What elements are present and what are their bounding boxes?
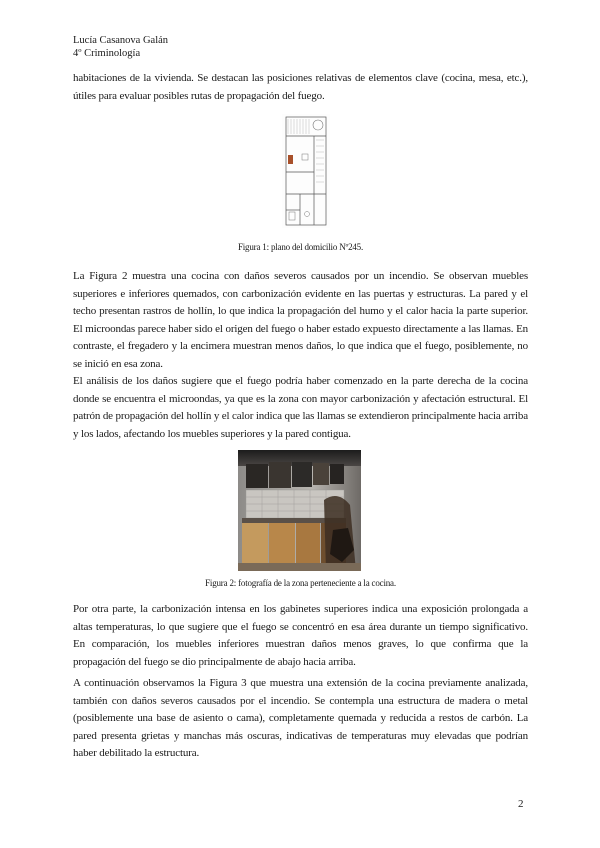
paragraph-4: Por otra parte, la carbonización intensa en los gabinetes superiores indica una exposición prolongada a altas temperaturas, lo que sugiere que el fuego se concentró en esa área durante un tiempo significativo. En comparación, los muebles inferiores muestran daños menos graves, lo que confirma que la propagación del fuego se dio principalmente de abajo hacia arriba.: [73, 603, 528, 668]
figure-2-caption: Figura 2: fotografía de la zona perteneciente a la cocina.: [205, 578, 396, 588]
page-number: 2: [518, 798, 524, 810]
paragraph-5: A continuación observamos la Figura 3 que muestra una extensión de la cocina previamente analizada, también con daños severos causados por el incendio. Se contempla una estructura de madera o metal (posiblemente una base de asiento o cama), completamente quemada y reducida a restos de carbón. La pared presenta grietas y manchas más oscuras, indicativas de temperaturas muy elevadas que podrían haber debilitado la estructura.: [73, 677, 528, 760]
page-header: [73, 34, 168, 60]
kitchen-photo-figure: [238, 450, 361, 571]
figure-1-caption: Figura 1: plano del domicilio Nº245.: [237, 242, 364, 252]
floor: [238, 563, 361, 571]
floor-plan-figure: [282, 114, 330, 228]
course-name: 4º Criminología: [73, 48, 141, 59]
paragraph-1: habitaciones de la vivienda. Se destacan las posiciones relativas de elementos clave (cocina, mesa, etc.), útiles para evaluar posibles rutas de propagación del fuego.: [73, 72, 528, 102]
floor-plan-kitchen-marker: [288, 155, 293, 164]
paragraph-2: La Figura 2 muestra una cocina con daños severos causados por un incendio. Se observan muebles superiores e inferiores quemados, con carbonización evidente en las puertas y estructuras. La pared y el techo presentan rastros de hollín, lo que indica la propagación del humo y el calor hacia la parte superior. El microondas parece haber sido el origen del fuego o haber estado expuesto directamente a las llamas. En contraste, el fregadero y la encimera muestran menos daños, lo que indica que el fuego, posiblemente, no se inició en esa zona.: [73, 270, 528, 370]
paragraph-3: El análisis de los daños sugiere que el fuego podría haber comenzado en la parte derecha de la cocina donde se encuentra el microondas, ya que es la zona con mayor carbonización y afectación estructural. El patrón de propagación del hollín y el calor indica que las llamas se extendieron principalmente hacia arriba y los lados, afectando los muebles superiores y la pared contigua.: [73, 375, 528, 440]
author-name: Lucía Casanova Galán: [73, 35, 169, 46]
